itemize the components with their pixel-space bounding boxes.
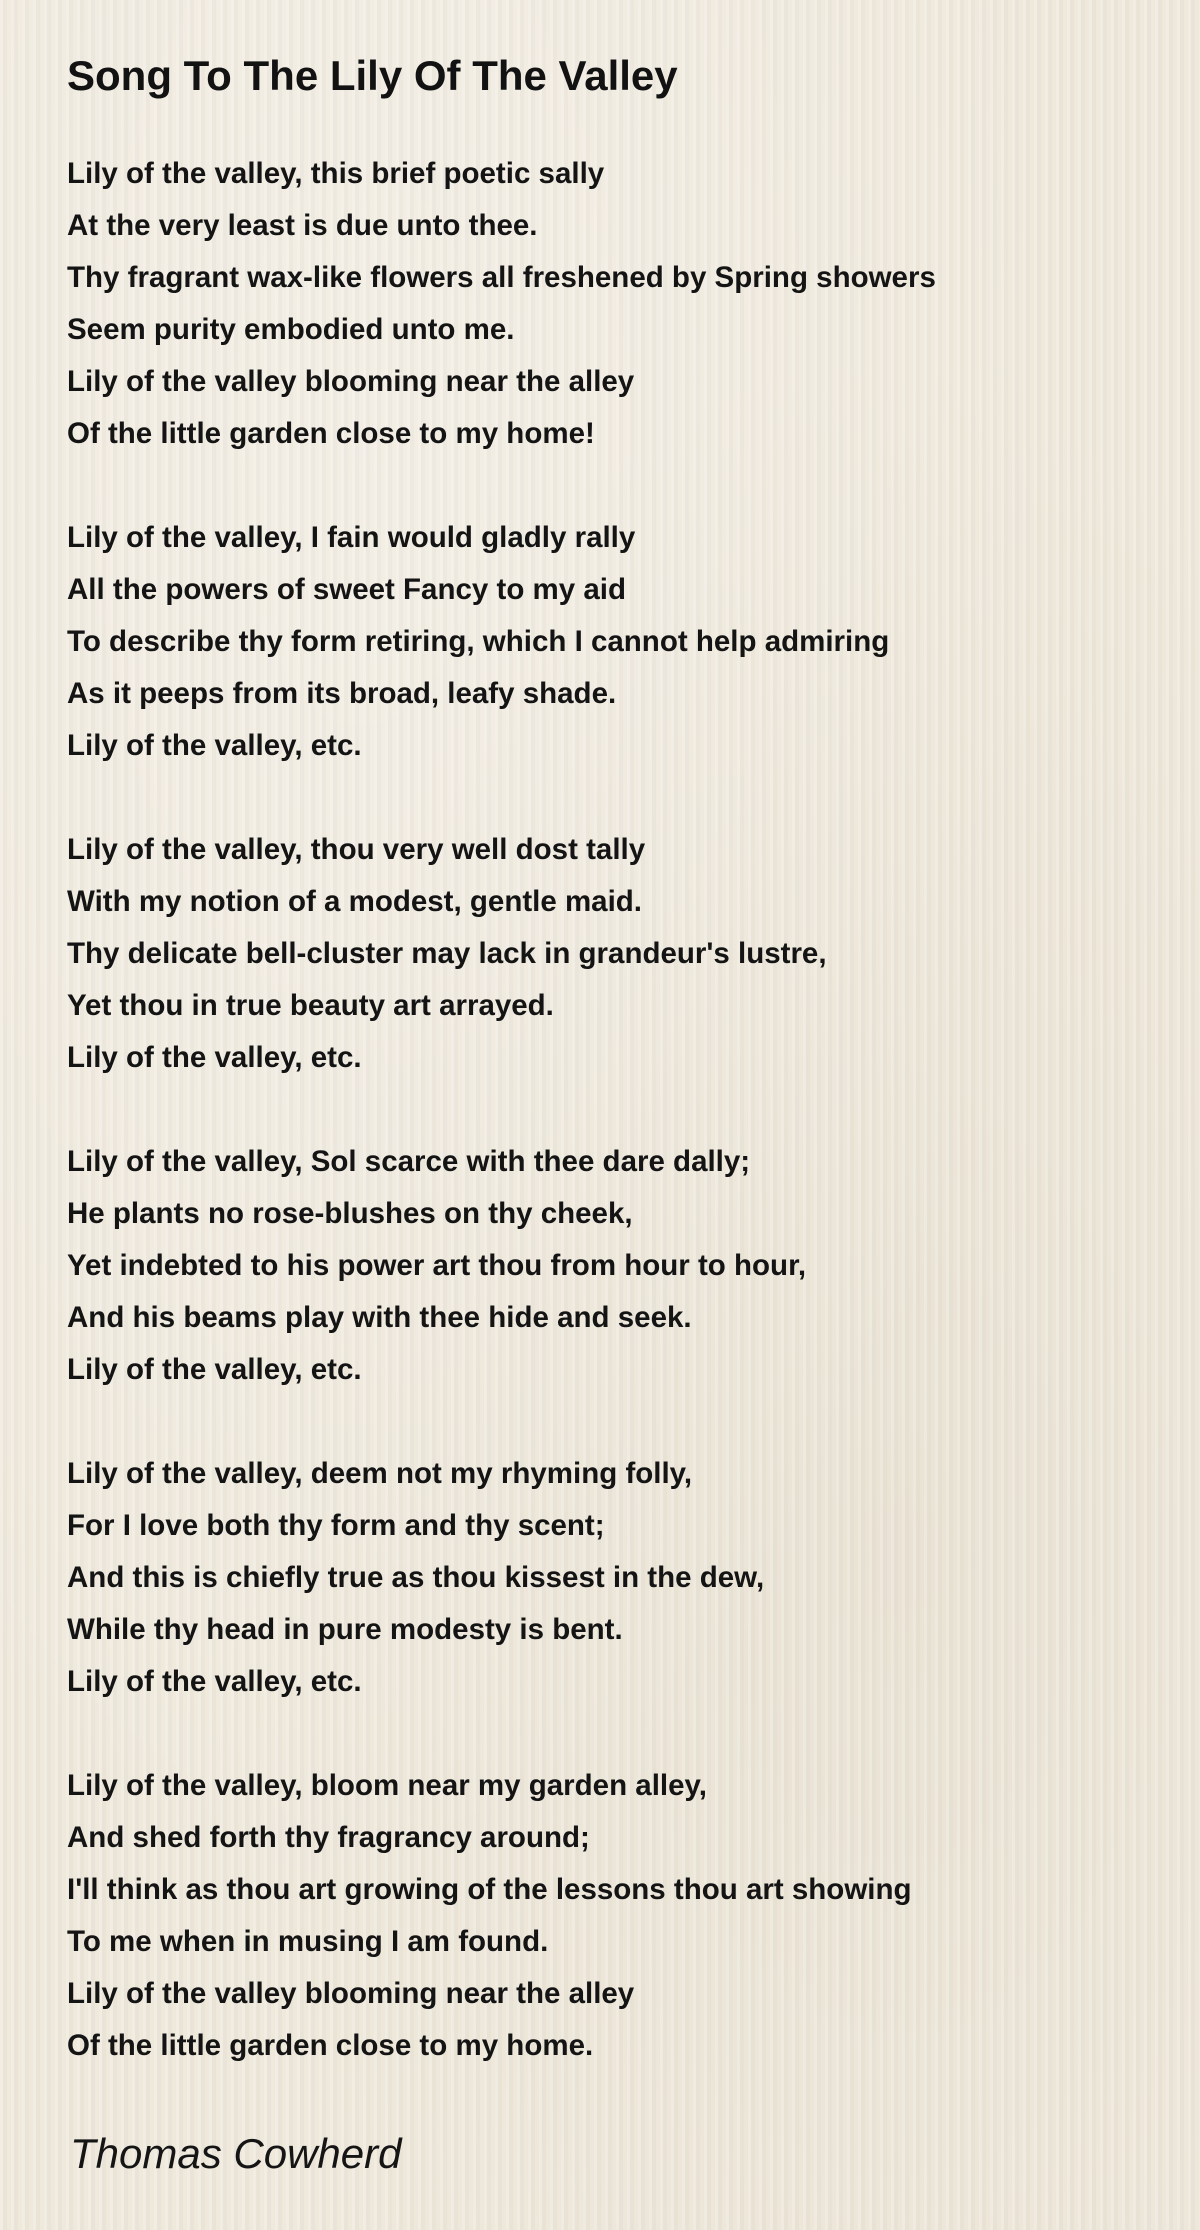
poem-line: And shed forth thy fragrancy around; — [67, 1821, 590, 1854]
stanza — [67, 824, 1157, 1084]
poem-line: Lily of the valley, thou very well dost tally — [67, 833, 646, 866]
poem-line: Lily of the valley, etc. — [67, 1353, 362, 1386]
poem-line: Lily of the valley, etc. — [67, 729, 362, 762]
poem-line: And this is chiefly true as thou kissest in the dew, — [67, 1561, 765, 1594]
poem-line: Lily of the valley blooming near the alley — [67, 1977, 635, 2010]
poem-line: For I love both thy form and thy scent; — [67, 1509, 605, 1542]
poem-line: To me when in musing I am found. — [67, 1925, 549, 1958]
poem-line: Thy fragrant wax-like flowers all freshened by Spring showers — [67, 261, 936, 294]
poem-line: Lily of the valley, etc. — [67, 1041, 362, 1074]
poem-line: And his beams play with thee hide and seek. — [67, 1301, 692, 1334]
stanza — [67, 148, 1157, 460]
poem-line: Lily of the valley, this brief poetic sally — [67, 157, 605, 190]
poem-line: Of the little garden close to my home! — [67, 417, 595, 450]
poem-author: Thomas Cowherd — [70, 2130, 402, 2177]
poem-line: With my notion of a modest, gentle maid. — [67, 885, 643, 918]
poem-line: Yet indebted to his power art thou from hour to hour, — [67, 1249, 807, 1282]
poem-line: Lily of the valley, I fain would gladly rally — [67, 521, 636, 554]
stanza — [67, 512, 1157, 772]
stanza — [67, 1448, 1157, 1708]
poem-line: Of the little garden close to my home. — [67, 2029, 594, 2062]
poem-line: I'll think as thou art growing of the lessons thou art showing — [67, 1873, 912, 1906]
poem-line: To describe thy form retiring, which I cannot help admiring — [67, 625, 890, 658]
poem-line: Lily of the valley blooming near the alley — [67, 365, 635, 398]
poem-line: As it peeps from its broad, leafy shade. — [67, 677, 617, 710]
poem-line: Seem purity embodied unto me. — [67, 313, 515, 346]
poem-line: Yet thou in true beauty art arrayed. — [67, 989, 554, 1022]
stanza — [67, 1136, 1157, 1396]
poem-body — [67, 148, 1157, 2124]
poem-line: Lily of the valley, bloom near my garden alley, — [67, 1769, 707, 1802]
poem-line: All the powers of sweet Fancy to my aid — [67, 573, 626, 606]
poem-line: At the very least is due unto thee. — [67, 209, 538, 242]
poem-line: Lily of the valley, Sol scarce with thee dare dally; — [67, 1145, 751, 1178]
poem-line: Thy delicate bell-cluster may lack in grandeur's lustre, — [67, 937, 827, 970]
poem-line: Lily of the valley, etc. — [67, 1665, 362, 1698]
poem-line: Lily of the valley, deem not my rhyming folly, — [67, 1457, 693, 1490]
poem-title: Song To The Lily Of The Valley — [67, 52, 678, 99]
stanza — [67, 1760, 1157, 2072]
poem-line: He plants no rose-blushes on thy cheek, — [67, 1197, 633, 1230]
poem-line: While thy head in pure modesty is bent. — [67, 1613, 623, 1646]
